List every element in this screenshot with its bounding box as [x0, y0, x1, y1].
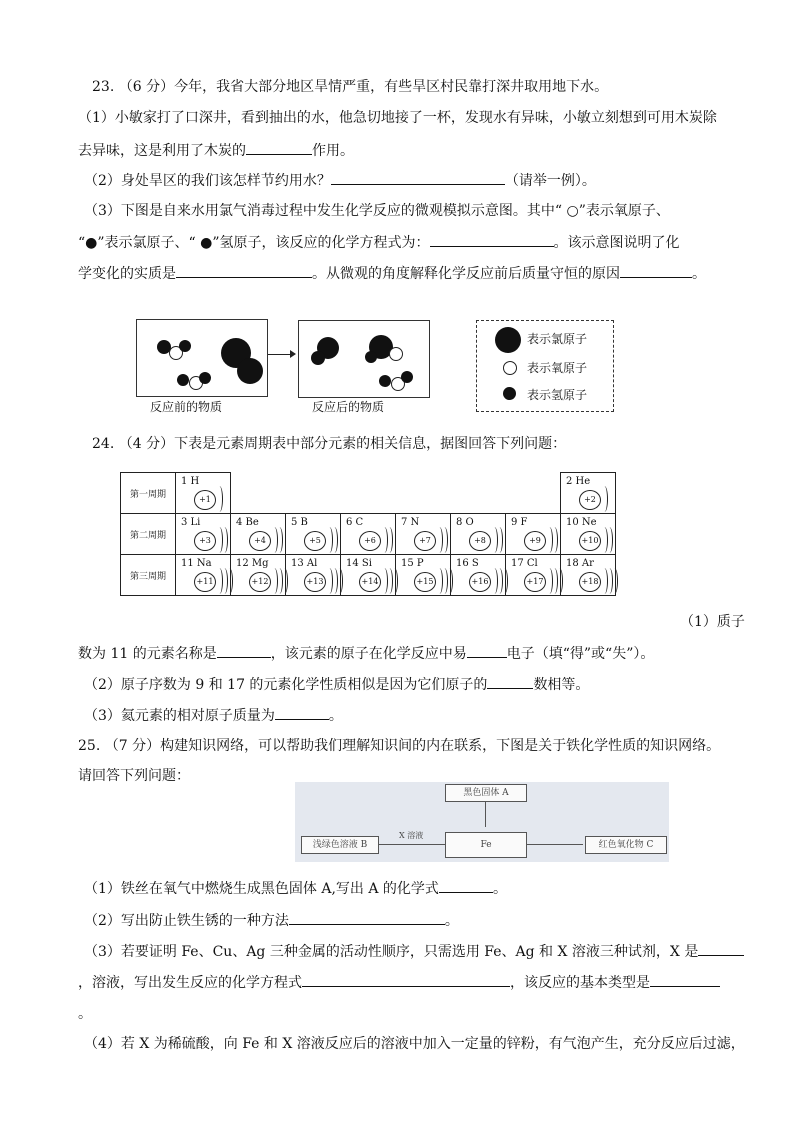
q23-p1: 去异味，这是利用了木炭的 作用。 [78, 140, 354, 161]
hydrogen-atom [401, 371, 413, 383]
q24-q1: 数为 11 的元素名称是 ，该元素的原子在化学反应中易 电子（填“得”或“失”）。 [78, 643, 654, 664]
after-box [298, 320, 430, 398]
q23-p1a: （1）小敏家打了口深井，看到抽出的水，他急切地接了一杯，发现水有异味，小敏立刻想到可用木炭除 [78, 110, 717, 126]
legend-hydrogen: 表示氢原子 [527, 388, 588, 402]
answer-blank[interactable] [439, 878, 493, 893]
net-node-fe: Fe [445, 832, 527, 858]
q25-q3b: ，溶液，写出发生反应的化学方程式 ，该反应的基本类型是 [78, 972, 720, 993]
answer-blank[interactable] [331, 170, 505, 185]
before-label: 反应前的物质 [150, 400, 223, 414]
element-cell: 5 B +5 [286, 514, 341, 555]
q25-q3d: 。 [78, 1006, 92, 1022]
period-row [121, 514, 616, 555]
period-label: 第三周期 [121, 555, 176, 596]
q25-q1: （1）铁丝在氧气中燃烧生成黑色固体 A,写出 A 的化学式 。 [84, 878, 507, 899]
q25-intro: 25. （7 分）构建知识网络，可以帮助我们理解知识间的内在联系，下图是关于铁化学性质的知识网络。 [78, 738, 721, 754]
answer-blank[interactable] [217, 643, 271, 658]
element-cell: 2 He +2 [561, 473, 616, 514]
before-box [136, 319, 268, 397]
hydrogen-atom [311, 351, 325, 365]
arrow-icon [290, 350, 296, 358]
element-cell: 10 Ne +10 [561, 514, 616, 555]
period-row [121, 555, 616, 596]
hydrogen-atom [177, 374, 189, 386]
element-cell: 18 Ar +18 [561, 555, 616, 596]
answer-blank[interactable] [289, 910, 445, 925]
answer-blank[interactable] [246, 140, 312, 155]
hydrogen-atom [199, 372, 211, 384]
period-label: 第一周期 [121, 473, 176, 514]
answer-blank[interactable] [487, 674, 533, 689]
element-cell: 12 Mg +12 [231, 555, 286, 596]
element-cell: 15 P +15 [396, 555, 451, 596]
legend-chlorine: 表示氯原子 [527, 332, 588, 346]
q24-intro: 24. （4 分）下表是元素周期表中部分元素的相关信息，据图回答下列问题： [92, 436, 567, 452]
answer-blank[interactable] [650, 972, 720, 987]
element-cell: 11 Na +11 [176, 555, 231, 596]
q23-p3d: 学变化的实质是 。从微观的角度解释化学反应前后质量守恒的原因 。 [78, 263, 706, 284]
answer-blank[interactable] [698, 941, 744, 956]
element-cell: 9 F +9 [506, 514, 561, 555]
oxygen-atom [389, 347, 403, 361]
net-arrow-label: X 溶液 [399, 831, 424, 840]
period-row [121, 473, 616, 514]
hydrogen-atom [179, 340, 191, 352]
element-cell: 13 Al +13 [286, 555, 341, 596]
answer-blank[interactable] [275, 705, 329, 720]
net-node-b: 浅绿色溶液 B [301, 836, 379, 854]
element-cell: 17 Cl +17 [506, 555, 561, 596]
q23-p3b: “●”表示氯原子、“ ●”氢原子，该反应的化学方程式为： 。该示意图说明了化 [78, 232, 680, 253]
answer-blank[interactable] [176, 263, 312, 278]
oxygen-legend-icon [503, 361, 517, 375]
answer-blank[interactable] [302, 972, 510, 987]
element-cell: 8 O +8 [451, 514, 506, 555]
element-cell: 7 N +7 [396, 514, 451, 555]
hydrogen-atom [379, 375, 391, 387]
answer-blank[interactable] [430, 232, 554, 247]
q24-q3: （3）氦元素的相对原子质量为 。 [84, 705, 343, 726]
iron-knowledge-network [295, 782, 669, 862]
periodic-table [120, 472, 616, 596]
element-cell: 4 Be +4 [231, 514, 286, 555]
element-cell: 16 S +16 [451, 555, 506, 596]
chlorine-atom [237, 358, 263, 384]
q23-p2: （2）身处旱区的我们该怎样节约用水？ （请举一例）。 [84, 170, 596, 191]
q25-q3a: （3）若要证明 Fe、Cu、Ag 三种金属的活动性顺序，只需选用 Fe、Ag 和 X 溶液三种试剂，X 是 [84, 941, 744, 962]
hydrogen-legend-icon [503, 387, 516, 400]
hydrogen-atom [365, 351, 377, 363]
q24-q1a: （1）质子 [680, 614, 745, 630]
answer-blank[interactable] [620, 263, 692, 278]
q25-prompt: 请回答下列问题： [78, 768, 190, 784]
element-cell: 6 C +6 [341, 514, 396, 555]
element-cell: 14 Si +14 [341, 555, 396, 596]
element-cell: 1 H +1 [176, 473, 231, 514]
q23-intro: 23. （6 分）今年，我省大部分地区旱情严重，有些旱区村民靠打深井取用地下水。 [92, 79, 609, 95]
legend-oxygen: 表示氧原子 [527, 361, 588, 375]
q24-q2: （2）原子序数为 9 和 17 的元素化学性质相似是因为它们原子的 数相等。 [84, 674, 589, 695]
after-label: 反应后的物质 [312, 400, 385, 414]
net-node-a: 黑色固体 A [445, 784, 527, 802]
legend-box [476, 320, 614, 412]
period-label: 第二周期 [121, 514, 176, 555]
element-cell: 3 Li +3 [176, 514, 231, 555]
chlorine-legend-icon [495, 327, 521, 353]
answer-blank[interactable] [467, 643, 507, 658]
net-node-c: 红色氧化物 C [585, 836, 667, 854]
q23-p3a: （3）下图是自来水用氯气消毒过程中发生化学反应的微观模拟示意图。其中“ ○”表示氧原子、 [84, 203, 670, 219]
q25-q4: （4）若 X 为稀硫酸，向 Fe 和 X 溶液反应后的溶液中加入一定量的锌粉，有气泡产生，充分反应后过滤， [84, 1036, 745, 1052]
q25-q2: （2）写出防止铁生锈的一种方法 。 [84, 910, 459, 931]
